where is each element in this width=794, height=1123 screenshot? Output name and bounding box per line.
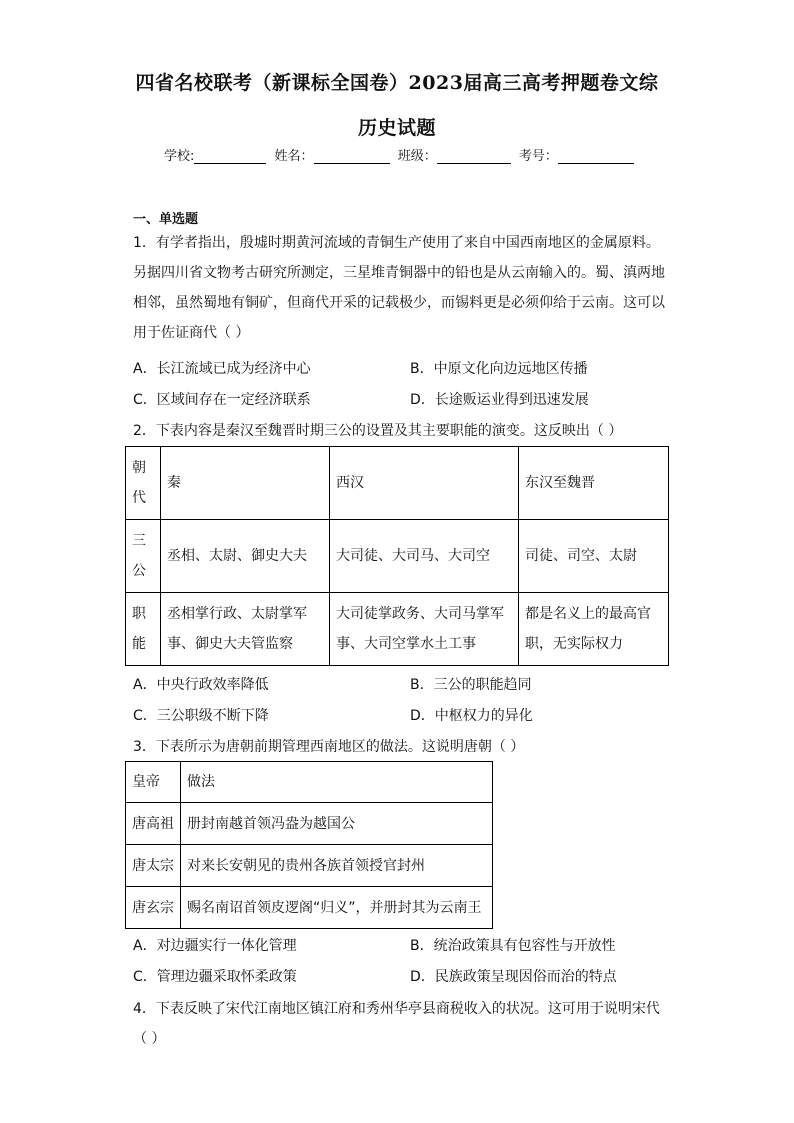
q2-option-d[interactable]: D．中枢权力的异化 xyxy=(410,708,533,724)
table-row xyxy=(126,447,669,520)
q2-option-c[interactable]: C．三公职级不断下降 xyxy=(133,708,269,724)
table-cell: 唐太宗 xyxy=(126,845,181,887)
q1-option-d[interactable]: D．长途贩运业得到迅速发展 xyxy=(410,392,589,408)
q3-stem: 3．下表所示为唐朝前期管理西南地区的做法。这说明唐朝（ ） xyxy=(133,739,525,755)
q1-line: 用于佐证商代（ ） xyxy=(133,325,250,341)
table-cell: 都是名义上的最高官职，无实际权力 xyxy=(519,593,669,666)
table-row xyxy=(126,762,493,803)
table-cell: 秦 xyxy=(161,447,330,520)
name-blank[interactable] xyxy=(314,149,390,164)
q1-stem xyxy=(133,228,673,348)
table-cell: 大司徒、大司马、大司空 xyxy=(330,520,519,593)
class-label: 班级： xyxy=(397,149,437,164)
table-cell: 唐高祖 xyxy=(126,803,181,845)
q1-option-c[interactable]: C．区域间存在一定经济联系 xyxy=(133,392,311,408)
table-row xyxy=(126,593,669,666)
table-row xyxy=(126,803,493,845)
table-cell: 职能 xyxy=(126,593,161,666)
q1-line: 相邻，虽然蜀地有铜矿，但商代开采的记载极少，而锡料更是必须仰给于云南。这可以 xyxy=(133,295,665,311)
q2-table xyxy=(125,446,669,666)
table-cell: 大司徒掌政务、大司马掌军事、大司空掌水土工事 xyxy=(330,593,519,666)
q4-line: 4．下表反映了宋代江南地区镇江府和秀州华亭县商税收入的状况。这可用于说明宋代 xyxy=(133,1001,660,1017)
table-cell: 赐名南诏首领皮逻阁“归义”，并册封其为云南王 xyxy=(181,887,493,929)
table-cell: 对来长安朝见的贵州各族首领授官封州 xyxy=(181,845,493,887)
name-label: 姓名： xyxy=(274,149,314,164)
table-row xyxy=(126,845,493,887)
q1-option-b[interactable]: B．中原文化向边远地区传播 xyxy=(410,361,588,377)
exam-subtitle: 历史试题 xyxy=(357,117,436,139)
table-cell: 皇帝 xyxy=(126,762,181,803)
table-cell: 西汉 xyxy=(330,447,519,520)
section-title: 一、单选题 xyxy=(133,212,199,227)
q1-line: 1．有学者指出，殷墟时期黄河流域的青铜生产使用了来自中国西南地区的金属原料。 xyxy=(133,235,660,251)
q1-option-a[interactable]: A．长江流域已成为经济中心 xyxy=(133,361,311,377)
q3-option-c[interactable]: C．管理边疆采取怀柔政策 xyxy=(133,969,297,985)
table-cell: 做法 xyxy=(181,762,493,803)
school-label: 学校: xyxy=(164,149,195,164)
exam-number-blank[interactable] xyxy=(558,149,634,164)
table-cell: 三公 xyxy=(126,520,161,593)
table-row xyxy=(126,887,493,929)
q2-option-b[interactable]: B．三公的职能趋同 xyxy=(410,677,532,693)
q3-option-d[interactable]: D．民族政策呈现因俗而治的特点 xyxy=(410,969,617,985)
q4-line: （ ） xyxy=(133,1031,166,1047)
exam-title: 四省名校联考（新课标全国卷）2023届高三高考押题卷文综 xyxy=(135,72,659,94)
q4-stem xyxy=(133,994,673,1054)
table-row xyxy=(126,520,669,593)
table-cell: 丞相掌行政、太尉掌军事、御史大夫管监察 xyxy=(161,593,330,666)
table-cell: 丞相、太尉、御史大夫 xyxy=(161,520,330,593)
student-info-line xyxy=(164,145,638,164)
table-cell: 册封南越首领冯盎为越国公 xyxy=(181,803,493,845)
class-blank[interactable] xyxy=(437,149,511,164)
table-cell: 朝代 xyxy=(126,447,161,520)
table-cell: 司徒、司空、太尉 xyxy=(519,520,669,593)
table-cell: 唐玄宗 xyxy=(126,887,181,929)
q3-table xyxy=(125,761,493,929)
exam-number-label: 考号： xyxy=(518,149,558,164)
q1-line: 另据四川省文物考古研究所测定，三星堆青铜器中的铅也是从云南输入的。蜀、滇两地 xyxy=(133,265,665,281)
table-cell: 东汉至魏晋 xyxy=(519,447,669,520)
school-blank[interactable] xyxy=(194,149,266,164)
q2-option-a[interactable]: A．中央行政效率降低 xyxy=(133,677,269,693)
q3-option-b[interactable]: B．统治政策具有包容性与开放性 xyxy=(410,938,616,954)
q3-option-a[interactable]: A．对边疆实行一体化管理 xyxy=(133,938,297,954)
q2-stem: 2．下表内容是秦汉至魏晋时期三公的设置及其主要职能的演变。这反映出（ ） xyxy=(133,423,623,439)
